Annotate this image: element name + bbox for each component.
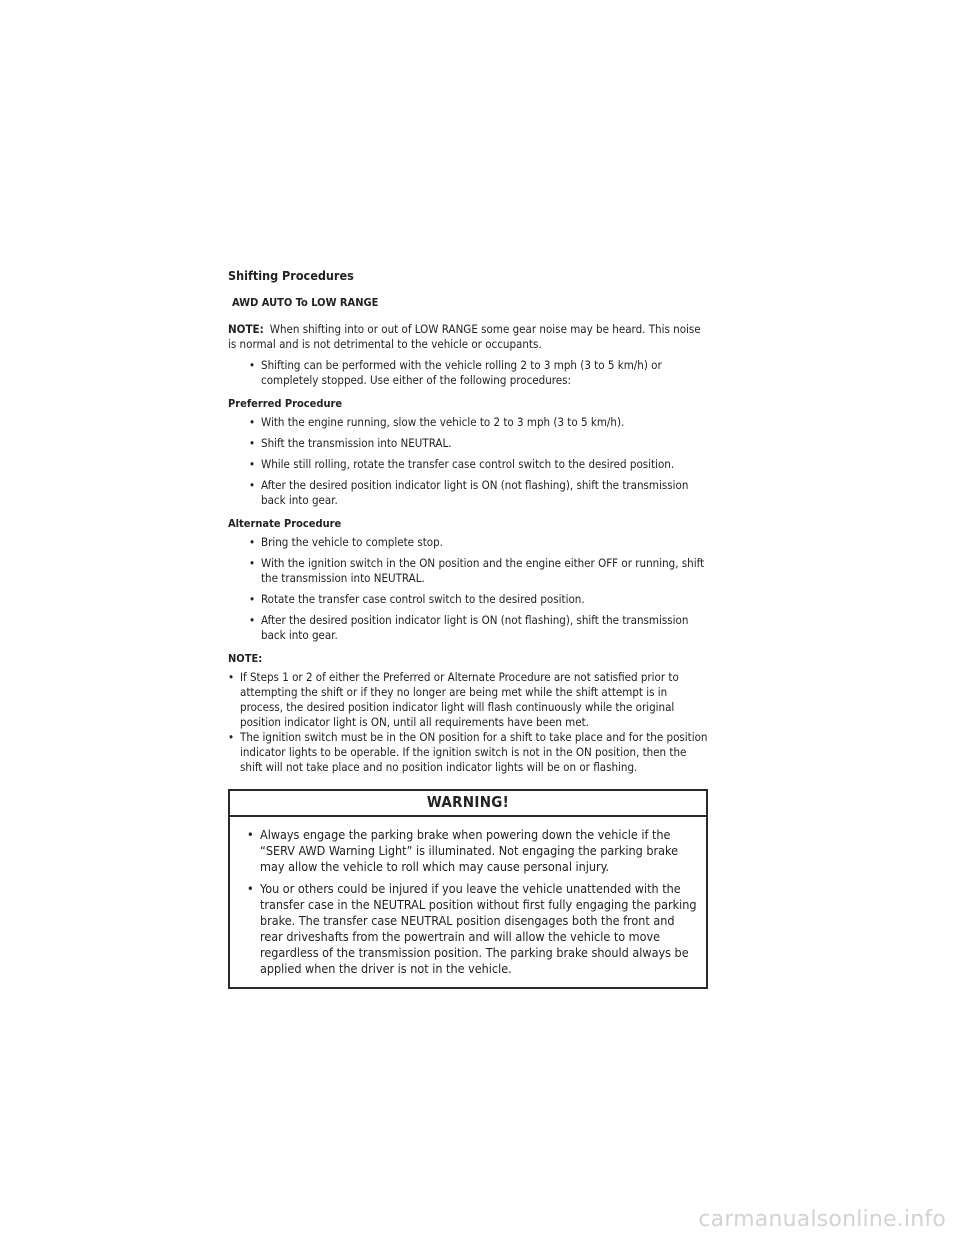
note-label-2: NOTE: (228, 652, 263, 665)
watermark: carmanualsonline.info (698, 1207, 946, 1232)
list-item: • You or others could be injured if you leave the vehicle unattended with the transfer case in the NEUTRAL position without first fully engaging the parking brake. The transfer case NEUTRAL position disengages both the front and rear driveshafts from the powertrain and will allow the vehicle to move regardless of the transmission position. The parking brake should always be applied when the driver is not in the vehicle. (247, 881, 697, 976)
bullet-icon: • (247, 827, 254, 842)
bullet-icon: • (228, 670, 235, 684)
list-item: • Rotate the transfer case control switch to the desired position. (249, 592, 585, 606)
preferred-procedure-title: Preferred Procedure (228, 397, 343, 410)
list-item: • Shift the transmission into NEUTRAL. (249, 436, 452, 450)
bullet-icon: • (249, 535, 256, 549)
sub-title: AWD AUTO To LOW RANGE (232, 296, 379, 309)
alternate-procedure-list (228, 535, 708, 643)
bullet-icon: • (249, 457, 256, 471)
note-paragraph (228, 322, 708, 352)
intro-list (228, 358, 708, 388)
bullet-icon: • (249, 436, 256, 450)
note-text: When shifting into or out of LOW RANGE some gear noise may be heard. This noise is normal and is not detrimental to the vehicle or occupants. (228, 322, 701, 351)
bullet-icon: • (249, 613, 256, 627)
warning-box (228, 789, 708, 989)
warning-title: WARNING! (230, 791, 706, 817)
preferred-procedure-list (228, 415, 708, 508)
warning-body (230, 817, 706, 987)
bullet-icon: • (228, 730, 235, 744)
list-item: • With the ignition switch in the ON position and the engine either OFF or running, shift the transmission into NEUTRAL. (249, 556, 705, 585)
bullet-icon: • (249, 592, 256, 606)
warning-list (236, 827, 700, 977)
note-label: NOTE: (228, 322, 264, 336)
page-content (228, 268, 708, 989)
alternate-procedure-title: Alternate Procedure (228, 517, 342, 530)
list-item: • The ignition switch must be in the ON position for a shift to take place and for the position indicator lights to be operable. If the ignition switch is not in the ON position, then the shift will not take place and no position indicator lights will be on or flashing. (228, 730, 708, 774)
bullet-icon: • (249, 556, 256, 570)
bullet-icon: • (249, 358, 256, 372)
list-item: • Bring the vehicle to complete stop. (249, 535, 443, 549)
section-title: Shifting Procedures (228, 268, 354, 283)
list-item: • After the desired position indicator light is ON (not flashing), shift the transmission back into gear. (249, 478, 689, 507)
note-list (228, 670, 708, 775)
bullet-icon: • (247, 881, 254, 896)
bullet-icon: • (249, 478, 256, 492)
bullet-icon: • (249, 415, 256, 429)
list-item: • Always engage the parking brake when powering down the vehicle if the “SERV AWD Warning Light” is illuminated. Not engaging the parking brake may allow the vehicle to roll which may cause personal injury. (247, 827, 679, 874)
list-item: • Shifting can be performed with the vehicle rolling 2 to 3 mph (3 to 5 km/h) or completely stopped. Use either of the following procedures: (249, 358, 662, 387)
list-item: • If Steps 1 or 2 of either the Preferred or Alternate Procedure are not satisfied prior to attempting the shift or if they no longer are being met while the shift attempt is in process, the desired position indicator light will flash continuously while the original position indicator light is ON, until all requirements have been met. (228, 670, 679, 729)
list-item: • While still rolling, rotate the transfer case control switch to the desired position. (249, 457, 675, 471)
list-item: • With the engine running, slow the vehicle to 2 to 3 mph (3 to 5 km/h). (249, 415, 625, 429)
list-item: • After the desired position indicator light is ON (not flashing), shift the transmission back into gear. (249, 613, 689, 642)
